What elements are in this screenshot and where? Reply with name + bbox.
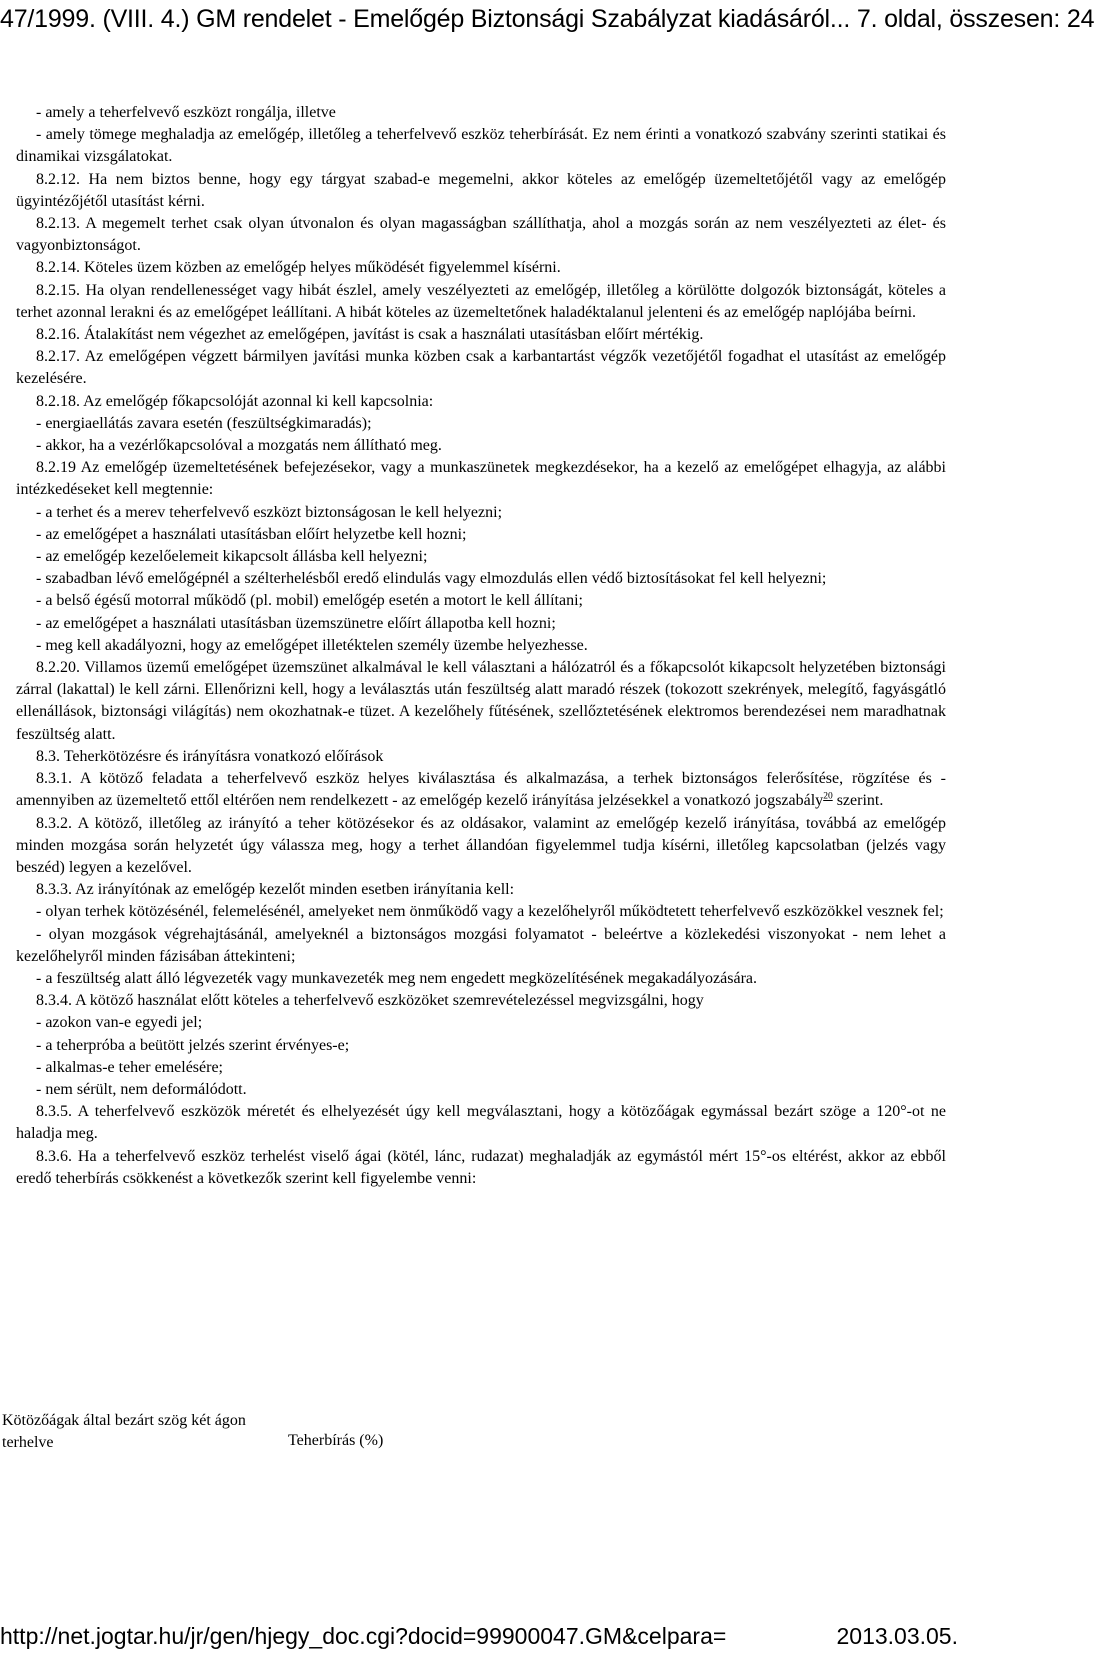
list-item: - az emelőgépet a használati utasításban üzemszünetre előírt állapotba kell hozni; [36, 614, 556, 632]
list-item: - olyan terhek kötözésénél, felemelésénél, amelyeket nem önműködő vagy a kezelőhelyről működtetett teherfelvevő eszközökkel vesznek fel; [36, 903, 944, 921]
paragraph: 8.2.16. Átalakítást nem végezhet az emelőgépen, javítást is csak a használati utasításban előírt mértékig. [36, 326, 704, 344]
list-item: - a feszültség alatt álló légvezeték vagy munkavezeték meg nem engedett megközelítésének megakadályozására. [36, 969, 757, 987]
paragraph: 8.2.14. Köteles üzem közben az emelőgép helyes működését figyelemmel kísérni. [36, 259, 561, 277]
page-header [0, 4, 1094, 34]
document-body [16, 102, 946, 1190]
list-item: - szabadban lévő emelőgépnél a szélterhelésből eredő elindulás vagy elmozdulás ellen védő biztosításokat fel kell helyezni; [36, 570, 827, 588]
paragraph: 8.3.4. A kötöző használat előtt köteles a teherfelvevő eszközöket szemrevételezéssel megvizsgálni, hogy [36, 992, 704, 1010]
page-header-title: 47/1999. (VIII. 4.) GM rendelet - Emelőgép Biztonsági Szabályzat kiadásáról... 7. oldal, összesen: 24 [0, 5, 1094, 33]
paragraph: - amely tömege meghaladja az emelőgép, illetőleg a teherfelvevő eszköz teherbírását. Ez nem érinti a vonatkozó szabvány szerinti statikai és dinamikai vizsgálatokat. [16, 126, 946, 166]
table-header-angle: Kötözőágak által bezárt szög két ágon terhelve [2, 1412, 246, 1451]
paragraph-text: 8.3.1. A kötöző feladata a teherfelvevő eszköz helyes kiválasztása és alkalmazása, a terhek biztonságos felerősítése, rögzítése és - amennyiben az üzemeltető ettől eltérően nem rendelkezett - az emelőgép kezelő irányítása jelzésekkel a vonatkozó jogszabály [16, 770, 946, 810]
section-heading: 8.3. Teherkötözésre és irányításra vonatkozó előírások [36, 747, 384, 765]
paragraph: 8.2.19 Az emelőgép üzemeltetésének befejezésekor, vagy a munkaszünetek megkezdésekor, ha a kezelő az emelőgépet elhagyja, az alábbi intézkedéseket kell megtennie: [16, 459, 946, 499]
list-item: - nem sérült, nem deformálódott. [36, 1080, 247, 1098]
list-item: - a teherpróba a beütött jelzés szerint érvényes-e; [36, 1036, 350, 1054]
paragraph [16, 768, 946, 812]
paragraph: 8.3.2. A kötöző, illetőleg az irányító a teher kötözésekor és az oldásakor, valamint az emelőgép kezelő irányítása, továbbá az emelőgép minden mozgása során helyzetét úgy válassza meg, hogy a terhet állandóan figyelemmel tudja kísérni, illetőleg kapcsolatban (jelzés vagy beszéd) legyen a kezelővel. [16, 814, 946, 876]
footer-date: 2013.03.05. [836, 1623, 958, 1649]
list-item: - azokon van-e egyedi jel; [36, 1014, 203, 1032]
list-item: - meg kell akadályozni, hogy az emelőgépet illetéktelen személy üzembe helyezhesse. [36, 636, 588, 654]
list-item: - alkalmas-e teher emelésére; [36, 1058, 223, 1076]
paragraph: 8.3.6. Ha a teherfelvevő eszköz terhelést viselő ágai (kötél, lánc, rudazat) meghaladják az egymástól mért 15°-os eltérést, akkor az ebből eredő teherbírás csökkenést a következők szerint kell figyelembe venni: [16, 1147, 946, 1187]
paragraph: 8.2.18. Az emelőgép főkapcsolóját azonnal ki kell kapcsolnia: [36, 392, 434, 410]
table-header-capacity: Teherbírás (%) [288, 1432, 384, 1449]
paragraph: 8.2.13. A megemelt terhet csak olyan útvonalon és olyan magasságban szállíthatja, ahol a mozgás során az nem veszélyezteti az élet- és vagyonbiztonságot. [16, 215, 946, 255]
paragraph: 8.2.17. Az emelőgépen végzett bármilyen javítási munka közben csak a karbantartást végzők vezetőjétől fogadhat el utasítást az emelőgép kezelésére. [16, 348, 946, 388]
paragraph: 8.3.5. A teherfelvevő eszközök méretét és elhelyezését úgy kell megválasztani, hogy a kötözőágak egymással bezárt szöge a 120°-ot ne haladja meg. [16, 1103, 946, 1143]
list-item: - akkor, ha a vezérlőkapcsolóval a mozgatás nem állítható meg. [36, 437, 442, 455]
footer-url[interactable]: http://net.jogtar.hu/jr/gen/hjegy_doc.cgi?docid=99900047.GM&celpara= [0, 1623, 727, 1649]
list-item: - olyan mozgások végrehajtásánál, amelyeknél a biztonságos mozgási folyamatot - beleértve a közlekedési viszonyokat - nem lehet a kezelőhelyről minden fázisában áttekinteni; [16, 925, 946, 965]
paragraph: 8.2.15. Ha olyan rendellenességet vagy hibát észlel, amely veszélyezteti az emelőgép, illetőleg a körülötte dolgozók biztonságát, köteles a terhet azonnal lerakni és az emelőgépet leállítani. A hibát köteles az üzemeltetőnek haladéktalanul jelenteni és az emelőgép naplójába beírni. [16, 281, 946, 321]
list-item: - a terhet és a merev teherfelvevő eszközt biztonságosan le kell helyezni; [36, 503, 503, 521]
footnote-link[interactable]: 20 [823, 791, 833, 802]
paragraph-text: szerint. [832, 792, 884, 810]
list-item: - a belső égésű motorral működő (pl. mobil) emelőgép esetén a motort le kell állítani; [36, 592, 583, 610]
list-item: - az emelőgép kezelőelemeit kikapcsolt állásba kell helyezni; [36, 548, 428, 566]
paragraph: 8.3.3. Az irányítónak az emelőgép kezelőt minden esetben irányítania kell: [36, 881, 515, 899]
paragraph: 8.2.20. Villamos üzemű emelőgépet üzemszünet alkalmával le kell választani a hálózatról és a főkapcsolót kikapcsolt helyzetében biztonsági zárral (lakattal) le kell zárni. Ellenőrizni kell, hogy a leválasztás után feszültség alatt maradó részek (tokozott szekrények, melegítő, fagyásgátló ellenállások, biztonsági világítás) nem okozhatnak-e tüzet. A kezelőhely fűtésének, szellőztetésének elektromos berendezései nem maradhatnak feszültség alatt. [16, 659, 946, 743]
list-item: - energiaellátás zavara esetén (feszültségkimaradás); [36, 414, 372, 432]
paragraph: 8.2.12. Ha nem biztos benne, hogy egy tárgyat szabad-e megemelni, akkor köteles az emelőgép üzemeltetőjétől vagy az emelőgép ügyintézőjétől utasítást kérni. [16, 170, 946, 210]
list-item: - az emelőgépet a használati utasításban előírt helyzetbe kell hozni; [36, 525, 467, 543]
paragraph: - amely a teherfelvevő eszközt rongálja, illetve [36, 104, 336, 121]
